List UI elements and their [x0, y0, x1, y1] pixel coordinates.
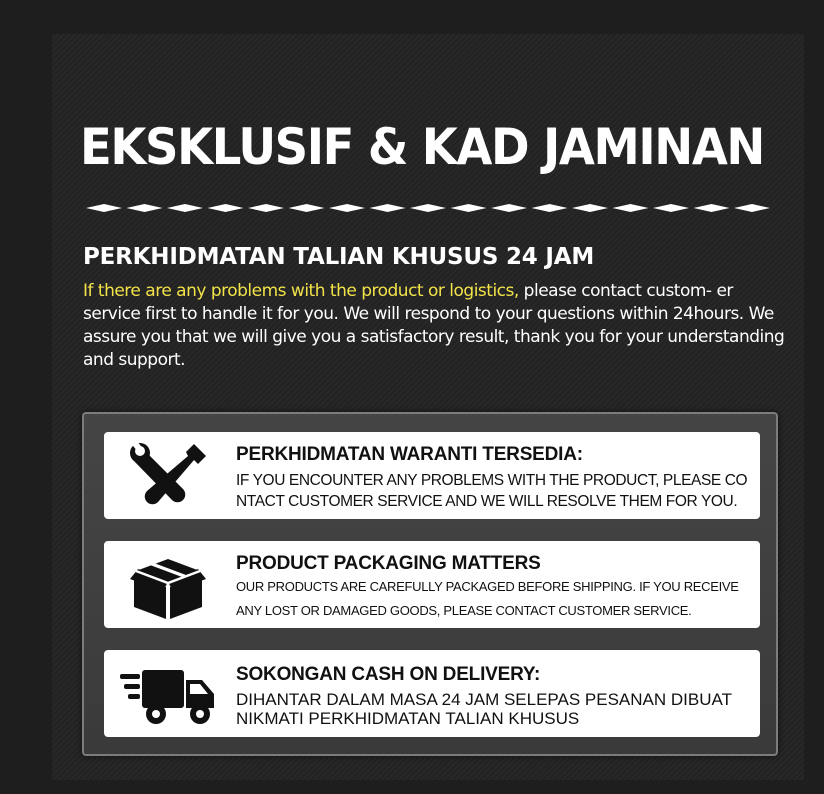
decorative-divider [86, 202, 770, 214]
guarantee-panel [52, 34, 804, 780]
feature-title: PRODUCT PACKAGING MATTERS [236, 553, 541, 574]
section-subtitle: PERKHIDMATAN TALIAN KHUSUS 24 JAM [83, 244, 595, 270]
feature-card-warranty [104, 432, 760, 519]
feature-title: SOKONGAN CASH ON DELIVERY: [236, 664, 541, 685]
intro-paragraph [83, 280, 785, 372]
feature-description: OUR PRODUCTS ARE CAREFULLY PACKAGED BEFORE SHIPPING. IF YOU RECEIVE ANY LOST OR DAMAGED GOODS, PLEASE CONTACT CUSTOMER SERVICE. [236, 579, 739, 618]
wrench-hammer-icon [128, 442, 208, 510]
features-box [82, 412, 778, 756]
feature-description: DIHANTAR DALAM MASA 24 JAM SELEPAS PESANAN DIBUAT NIKMATI PERKHIDMATAN TALIAN KHUSUS [236, 690, 732, 728]
feature-card-packaging [104, 541, 760, 628]
package-box-icon [128, 551, 208, 619]
feature-title: PERKHIDMATAN WARANTI TERSEDIA: [236, 444, 583, 465]
feature-card-cod [104, 650, 760, 737]
page-title: EKSKLUSIF & KAD JAMINAN [80, 118, 764, 176]
highlighted-text: If there are any problems with the product or logistics, [83, 281, 519, 301]
feature-description: IF YOU ENCOUNTER ANY PROBLEMS WITH THE PRODUCT, PLEASE CO NTACT CUSTOMER SERVICE AND WE WILL RESOLVE THEM FOR YOU. [236, 472, 748, 510]
delivery-truck-icon [120, 660, 216, 728]
paragraph-text: please contact custom- er service first to handle it for you. We will respond to your questions within 24hours. We assure you that we will give you a satisfactory result, thank you for your understanding and support. [83, 281, 785, 370]
